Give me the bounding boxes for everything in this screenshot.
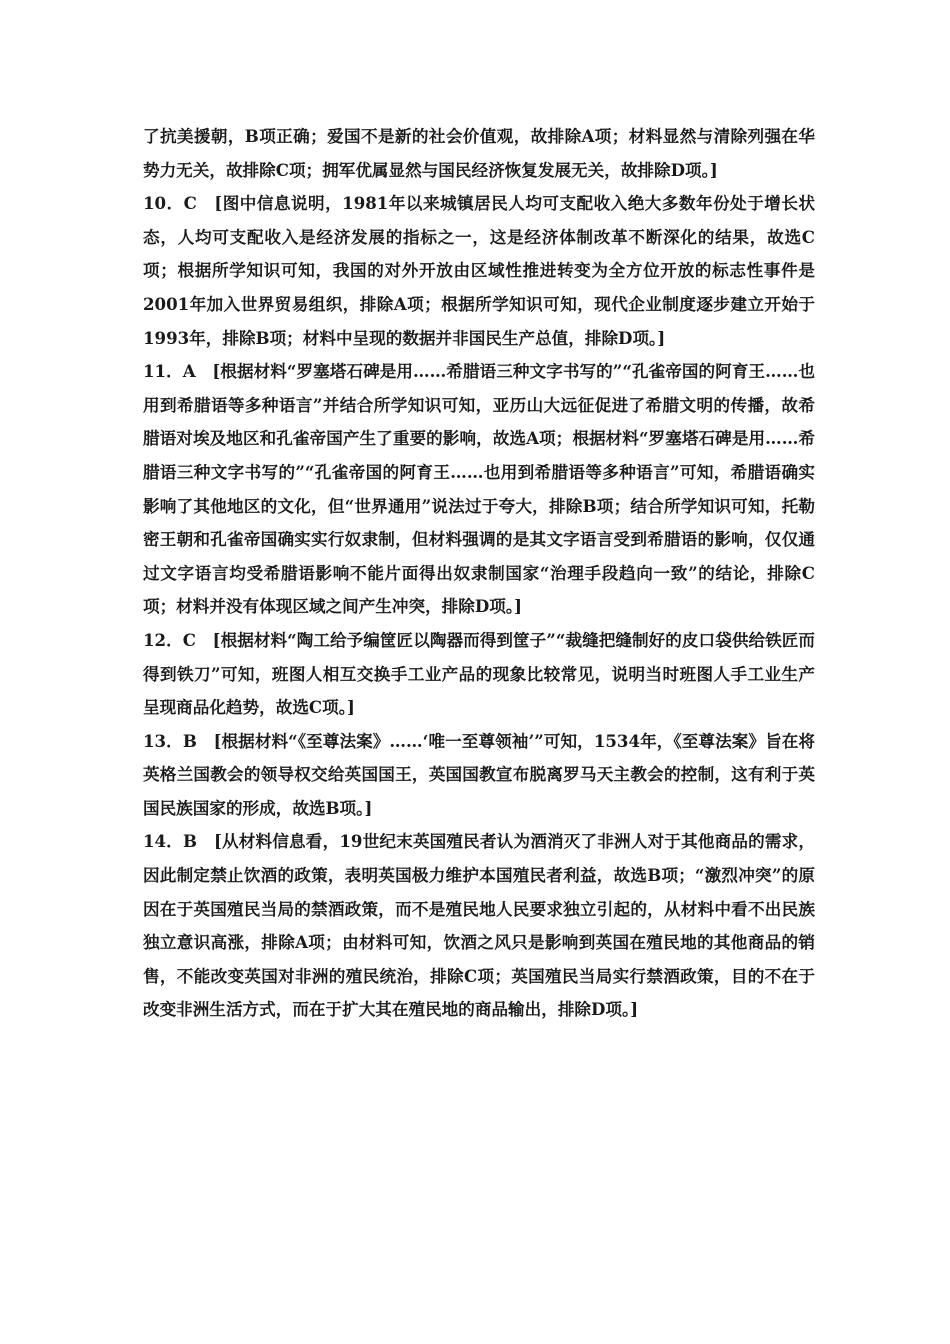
answer-12: 12．C [根据材料“陶工给予编筐匠以陶器而得到筐子”“裁缝把缝制好的皮口袋供给铁匠而得到铁刀”可知，班图人相互交换手工业产品的现象比较常见，说明当时班图人手工业生产呈现商品化趋势，故选C项。]: [143, 629, 815, 718]
answer-explanations: [143, 120, 815, 1027]
answer-10: 10．C [图中信息说明，1981年以来城镇居民人均可支配收入绝大多数年份处于增长状态，人均可支配收入是经济发展的指标之一，这是经济体制改革不断深化的结果，故选C项；根据所学知识可知，我国的对外开放由区域性推进转变为全方位开放的标志性事件是2001年加入世界贸易组织，排除A项；根据所学知识可知，现代企业制度逐步建立开始于1993年，排除B项；材料中呈现的数据并非国民生产总值，排除D项。]: [143, 193, 815, 348]
answer-14: 14．B [从材料信息看，19世纪末英国殖民者认为酒消灭了非洲人对于其他商品的需求，因此制定禁止饮酒的政策，表明英国极力维护本国殖民者利益，故选B项；“激烈冲突”的原因在于英国殖民当局的禁酒政策，而不是殖民地人民要求独立引起的，从材料中看不出民族独立意识高涨，排除A项；由材料可知，饮酒之风只是影响到英国在殖民地的其他商品的销售，不能改变英国对非洲的殖民统治，排除C项；英国殖民当局实行禁酒政策，目的不在于改变非洲生活方式，而在于扩大其在殖民地的商品输出，排除D项。]: [143, 831, 815, 1020]
answer-13: 13．B [根据材料“《至尊法案》……‘唯一至尊领袖’”可知，1534年，《至尊法案》旨在将英格兰国教会的领导权交给英国国王，英国国教宣布脱离罗马天主教会的控制，这有利于英国民族国家的形成，故选B项。]: [143, 730, 815, 818]
answer-11: 11．A [根据材料“罗塞塔石碑是用……希腊语三种文字书写的”“孔雀帝国的阿育王……也用到希腊语等多种语言”并结合所学知识可知，亚历山大远征促进了希腊文明的传播，故希腊语对埃及地区和孔雀帝国产生了重要的影响，故选A项；根据材料“罗塞塔石碑是用……希腊语三种文字书写的”“孔雀帝国的阿育王……也用到希腊语等多种语言”可知，希腊语确实影响了其他地区的文化，但“世界通用”说法过于夸大，排除B项；结合所学知识可知，托勒密王朝和孔雀帝国确实实行奴隶制，但材料强调的是其文字语言受到希腊语的影响，仅仅通过文字语言均受希腊语影响不能片面得出奴隶制国家“治理手段趋向一致”的结论，排除C项；材料并没有体现区域之间产生冲突，排除D项。]: [143, 361, 815, 617]
answer-9-continuation: 了抗美援朝，B项正确；爱国不是新的社会价值观，故排除A项；材料显然与清除列强在华势力无关，故排除C项；拥军优属显然与国民经济恢复发展无关，故排除D项。]: [143, 126, 815, 180]
